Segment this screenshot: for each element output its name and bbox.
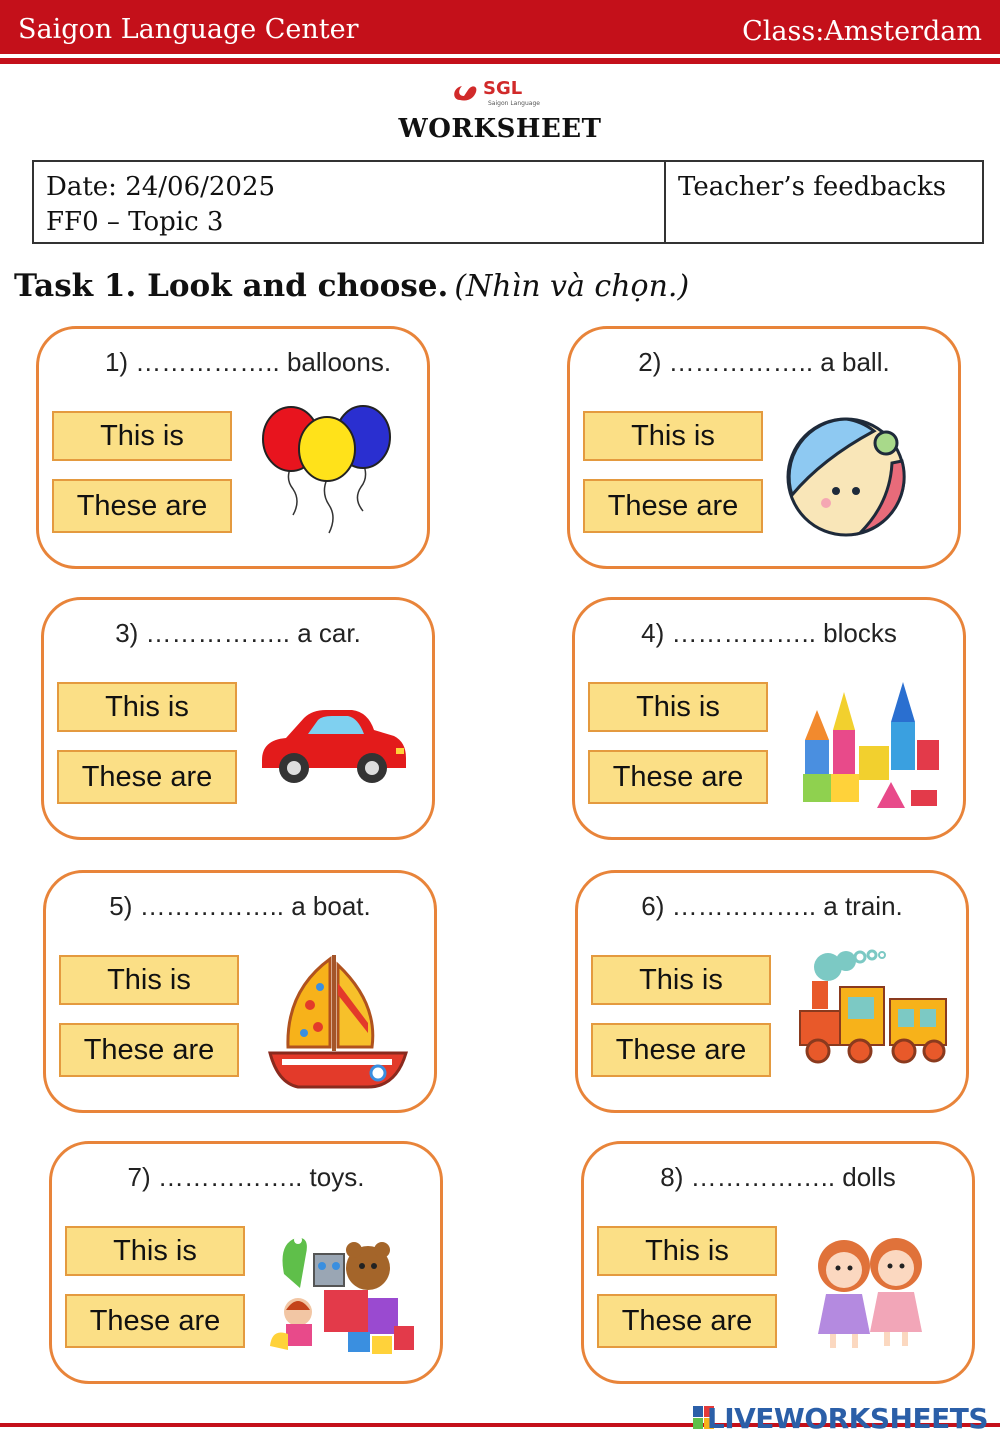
option-these-are[interactable]: These are: [583, 479, 763, 533]
info-table: [32, 160, 984, 244]
logo-brand: SGL: [483, 78, 523, 99]
toy-car-icon: [256, 670, 416, 820]
question-card-2: [567, 326, 961, 569]
question-card-5: [43, 870, 437, 1113]
option-this-is[interactable]: This is: [57, 682, 237, 732]
question-card-8: [581, 1141, 975, 1384]
option-these-are[interactable]: These are: [57, 750, 237, 804]
question-card-6: [575, 870, 969, 1113]
question-sentence: 7) …………….. toys.: [127, 1162, 365, 1192]
question-card-4: [572, 597, 966, 840]
option-these-are[interactable]: These are: [588, 750, 768, 804]
question-sentence: 1) …………….. balloons.: [104, 347, 392, 377]
sailboat-icon: [258, 943, 418, 1093]
liveworksheets-brand[interactable]: LIVEWORKSHEETS: [706, 1402, 988, 1435]
option-this-is[interactable]: This is: [583, 411, 763, 461]
center-name: Saigon Language Center: [18, 14, 359, 45]
task-translation: (Nhìn và chọn.): [454, 269, 690, 304]
header-divider: [0, 58, 1000, 64]
toys-icon: [264, 1214, 424, 1364]
option-these-are[interactable]: These are: [597, 1294, 777, 1348]
question-card-1: [36, 326, 430, 569]
question-card-7: [49, 1141, 443, 1384]
question-card-3: [41, 597, 435, 840]
option-these-are[interactable]: These are: [591, 1023, 771, 1077]
header-bar: [0, 0, 1000, 54]
question-sentence: 4) …………….. blocks: [641, 618, 897, 648]
question-sentence: 6) …………….. a train.: [641, 891, 903, 921]
option-this-is[interactable]: This is: [59, 955, 239, 1005]
option-this-is[interactable]: This is: [597, 1226, 777, 1276]
option-these-are[interactable]: These are: [52, 479, 232, 533]
option-this-is[interactable]: This is: [52, 411, 232, 461]
question-sentence: 2) …………….. a ball.: [638, 347, 890, 377]
option-this-is[interactable]: This is: [65, 1226, 245, 1276]
beach-ball-icon: [782, 399, 942, 549]
worksheet-title: WORKSHEET: [398, 114, 602, 144]
option-these-are[interactable]: These are: [59, 1023, 239, 1077]
task-heading: [14, 268, 689, 304]
logo-sub: Saigon Language: [488, 100, 540, 107]
date-text: Date: 24/06/2025: [46, 172, 276, 202]
option-this-is[interactable]: This is: [591, 955, 771, 1005]
option-these-are[interactable]: These are: [65, 1294, 245, 1348]
train-icon: [790, 943, 950, 1093]
dolls-icon: [796, 1214, 956, 1364]
feedback-cell: Teacher’s feedbacks: [678, 172, 947, 202]
question-sentence: 8) …………….. dolls: [660, 1162, 896, 1192]
question-sentence: 5) …………….. a boat.: [109, 891, 371, 921]
blocks-icon: [787, 670, 947, 820]
question-sentence: 3) …………….. a car.: [115, 618, 361, 648]
balloons-icon: [251, 399, 411, 549]
class-label: Class:Amsterdam: [742, 16, 982, 47]
topic-text: FF0 – Topic 3: [46, 207, 224, 237]
info-divider: [664, 162, 666, 242]
option-this-is[interactable]: This is: [588, 682, 768, 732]
task-label: Task 1. Look and choose.: [14, 268, 449, 304]
